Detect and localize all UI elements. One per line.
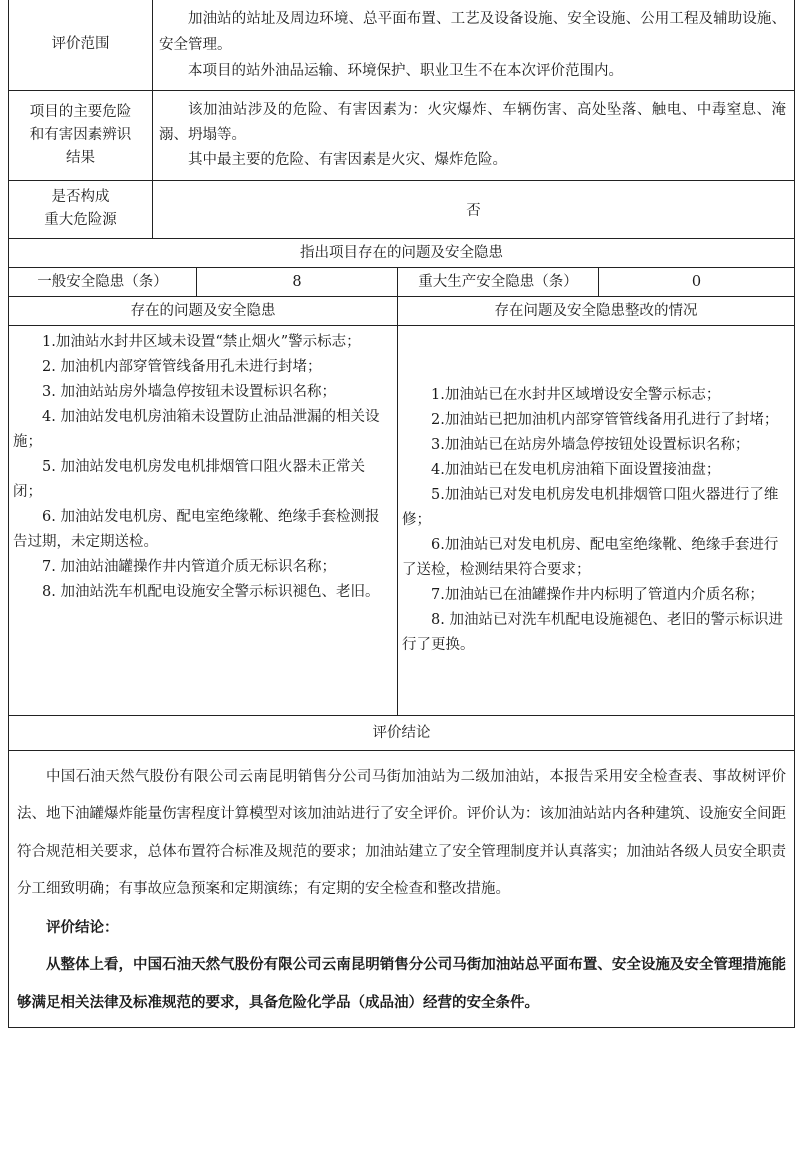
rectification-item: 7.加油站已在油罐操作井内标明了管道内介质名称； (431, 586, 764, 603)
problem-item: 7. 加油站油罐操作井内管道介质无标识名称； (42, 558, 336, 575)
major-hazard-label (9, 180, 153, 238)
problem-item: 3. 加油站站房外墙急停按钮未设置标识名称； (42, 383, 336, 400)
problem-item: 6. 加油站发电机房、配电室绝缘靴、绝缘手套检测报告过期，未定期送检。 (13, 508, 380, 550)
rectification-item: 4.加油站已在发电机房油箱下面设置接油盘； (431, 461, 721, 478)
major-hazard-label-line-1: 是否构成 (51, 189, 110, 205)
issues-header: 指出项目存在的问题及安全隐患 (9, 238, 795, 267)
counts-row (9, 267, 795, 296)
problem-item: 1.加油站水封井区域未设置“禁止烟火”警示标志； (42, 333, 361, 350)
scope-content (153, 0, 795, 90)
evaluation-summary-page (8, 0, 794, 1028)
rectification-item: 3.加油站已在站房外墙急停按钮处设置标识名称； (431, 436, 750, 453)
rectification-item: 6.加油站已对发电机房、配电室绝缘靴、绝缘手套进行了送检，检测结果符合要求； (402, 536, 779, 578)
conclusion-content (9, 750, 795, 1028)
issues-header-row (9, 238, 795, 267)
columns-title-row (9, 296, 795, 325)
hazards-label (9, 90, 153, 180)
problem-item: 5. 加油站发电机房发电机排烟管口阻火器未正常关闭； (13, 458, 365, 500)
rectification-item: 1.加油站已在水封井区域增设安全警示标志； (431, 386, 721, 403)
major-hazard-value: 否 (153, 180, 795, 238)
hazards-row (9, 90, 795, 180)
scope-paragraph-1: 加油站的站址及周边环境、总平面布置、工艺及设备设施、安全设施、公用工程及辅助设施、安全管理。 (159, 10, 786, 53)
major-hazard-row (9, 180, 795, 238)
rectification-item: 8. 加油站已对洗车机配电设施褪色、老旧的警示标识进行了更换。 (402, 611, 783, 653)
problem-item: 2. 加油机内部穿管管线备用孔未进行封堵； (42, 358, 322, 375)
conclusion-row (9, 750, 795, 1028)
hazards-paragraph-1: 该加油站涉及的危险、有害因素为：火灾爆炸、车辆伤害、高处坠落、触电、中毒窒息、淹溺、坍塌等。 (159, 101, 786, 143)
conclusion-body: 中国石油天然气股份有限公司云南昆明销售分公司马街加油站为二级加油站，本报告采用安全检查表、事故树评价法、地下油罐爆炸能量伤害程度计算模型对该加油站进行了安全评价。评价认为：该加油站站内各种建筑、设施安全间距符合规范相关要求，总体布置符合标准及规范的要求；加油站建立了安全管理制度并认真落实；加油站各级人员安全职责分工细致明确；有事故应急预案和定期演练；有定期的安全检查和整改措施。 (17, 768, 786, 897)
conclusion-header-row (9, 715, 795, 750)
scope-row (9, 0, 795, 90)
general-hazard-count-label: 一般安全隐患（条） (9, 267, 197, 296)
general-hazard-count-value: 8 (197, 267, 398, 296)
conclusion-sub-label: 评价结论： (46, 918, 119, 936)
hazards-label-line-1: 项目的主要危险 (29, 103, 132, 120)
major-hazard-count-label: 重大生产安全隐患（条） (398, 267, 599, 296)
rectification-item: 5.加油站已对发电机房发电机排烟管口阻火器进行了维修； (402, 486, 779, 528)
major-hazard-count-value: 0 (599, 267, 795, 296)
issues-lists-row (9, 325, 795, 715)
problem-item: 8. 加油站洗车机配电设施安全警示标识褪色、老旧。 (42, 583, 380, 600)
scope-paragraph-2: 本项目的站外油品运输、环境保护、职业卫生不在本次评价范围内。 (188, 62, 623, 79)
problem-item: 4. 加油站发电机房油箱未设置防止油品泄漏的相关设施； (13, 408, 380, 450)
scope-label: 评价范围 (9, 0, 153, 90)
hazards-paragraph-2: 其中最主要的危险、有害因素是火灾、爆炸危险。 (188, 151, 507, 168)
conclusion-final-statement: 从整体上看，中国石油天然气股份有限公司云南昆明销售分公司马街加油站总平面布置、安全设施及安全管理措施能够满足相关法律及标准规范的要求，具备危险化学品（成品油）经营的安全条件。 (17, 956, 786, 1011)
major-hazard-label-line-2: 重大危险源 (44, 212, 117, 228)
problems-list (9, 325, 398, 715)
conclusion-header: 评价结论 (9, 715, 795, 750)
problems-column-title: 存在的问题及安全隐患 (9, 296, 398, 325)
rectifications-list (398, 325, 795, 715)
hazards-label-line-3: 结果 (66, 149, 95, 166)
hazards-content (153, 90, 795, 180)
evaluation-table (8, 0, 795, 1028)
rectification-item: 2.加油站已把加油机内部穿管管线备用孔进行了封堵； (431, 411, 779, 428)
hazards-label-line-2: 和有害因素辨识 (29, 126, 132, 143)
rectification-column-title: 存在问题及安全隐患整改的情况 (398, 296, 795, 325)
